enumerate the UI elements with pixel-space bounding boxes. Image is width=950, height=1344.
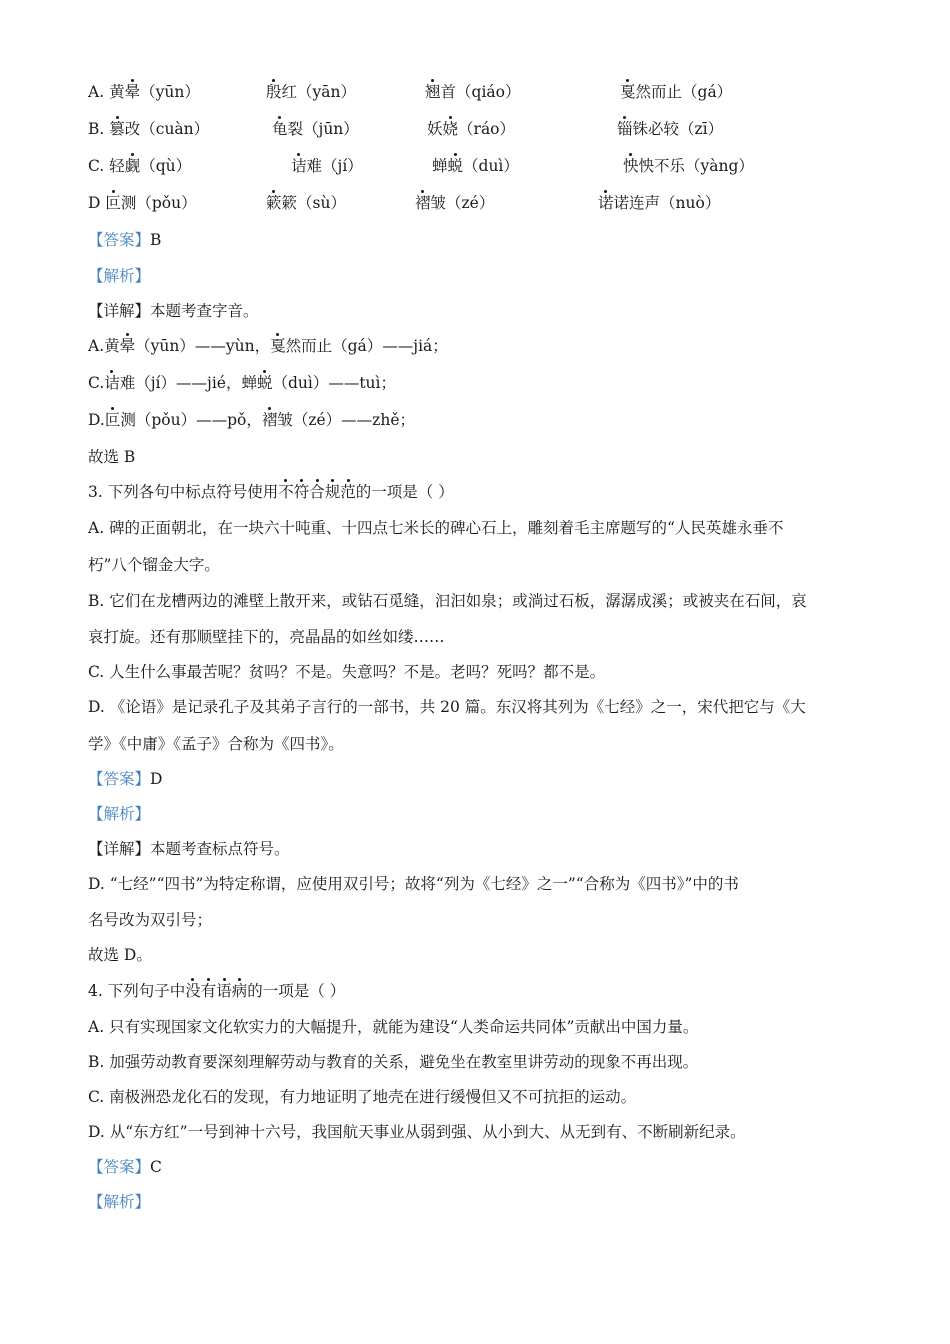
q3-detail: 【详解】本题考查标点符号。 (88, 840, 290, 858)
q2-a-word-1: A. 黄晕（yūn） (88, 83, 200, 101)
q3-option-d-line-1: D. 《论语》是记录孔子及其弟子言行的一部书，共 20 篇。东汉将其列为《七经》之一，宋代把它与《大 (88, 698, 806, 716)
answer-value: B (150, 231, 162, 249)
q3-option-a-line-1: A. 碑的正面朝北，在一块六十吨重、十四点七米长的碑心石上，雕刻着毛主席题写的“人民英雄永垂不 (88, 519, 784, 537)
q4-option-c: C. 南极洲恐龙化石的发现，有力地证明了地壳在进行缓慢但又不可抗拒的运动。 (88, 1088, 637, 1106)
q3-option-b-line-2: 哀打旋。还有那顺壁挂下的，亮晶晶的如丝如缕…… (88, 628, 445, 646)
q3-option-b-line-1: B. 它们在龙槽两边的滩壁上散开来，或钻石觅缝，汩汩如泉；或淌过石板，潺潺成溪；或被夹在石间，哀 (88, 592, 807, 610)
q3-expl-line-1: D. “七经”“四书”为特定称谓，应使用双引号；故将“列为《七经》之一”“合称为《四书》”中的书 (88, 875, 739, 893)
q2-b-word-2: 龟裂（jūn） (272, 120, 359, 138)
q3-option-a-line-2: 朽”八个镏金大字。 (88, 556, 220, 574)
q3-analysis-tag: 【解析】 (88, 805, 151, 823)
q4-option-a: A. 只有实现国家文化软实力的大幅提升，就能为建设“人类命运共同体”贡献出中国力量。 (88, 1018, 699, 1036)
q2-b-word-1: B. 篡改（cuàn） (88, 120, 210, 138)
q2-d-word-1: D 叵测（pǒu） (88, 194, 197, 212)
answer-tag: 【答案】 (88, 1158, 151, 1176)
q3-stem: 3. 下列各句中标点符号使用不符合规范的一项是（ ） (88, 483, 454, 501)
detail-tag: 【详解】 (88, 840, 151, 858)
q2-d-word-3: 褶皱（zé） (415, 194, 495, 212)
q2-c-word-2: 诘难（jí） (291, 157, 363, 175)
q4-stem: 4. 下列句子中没有语病的一项是（ ） (88, 982, 346, 1000)
q4-analysis-tag: 【解析】 (88, 1193, 151, 1211)
q2-expl-d: D.叵测（pǒu）——pǒ，褶皱（zé）——zhě； (88, 411, 416, 429)
q2-a-word-4: 戛然而止（gá） (620, 83, 733, 101)
q3-conclusion: 故选 D。 (88, 946, 152, 964)
q3-option-d-line-2: 学》《中庸》《孟子》合称为《四书》。 (88, 735, 344, 753)
q2-c-word-3: 蝉蜕（duì） (432, 157, 519, 175)
answer-tag: 【答案】 (88, 770, 151, 788)
q4-option-b: B. 加强劳动教育要深刻理解劳动与教育的关系，避免坐在教室里讲劳动的现象不再出现。 (88, 1053, 699, 1071)
q2-analysis-tag: 【解析】 (88, 267, 151, 285)
q2-answer (88, 230, 161, 250)
q2-conclusion: 故选 B (88, 448, 136, 466)
q3-answer (88, 769, 162, 789)
q4-option-d: D. 从“东方红”一号到神十六号，我国航天事业从弱到强、从小到大、从无到有、不断刷新纪录。 (88, 1123, 746, 1141)
answer-value: C (150, 1158, 162, 1176)
q2-c-word-4: 怏怏不乐（yàng） (623, 157, 754, 175)
q2-c-word-1: C. 轻觑（qù） (88, 157, 192, 175)
answer-value: D (150, 770, 163, 788)
q4-answer (88, 1157, 162, 1177)
q3-expl-line-2: 名号改为双引号； (88, 911, 213, 929)
q2-d-word-4: 诺诺连声（nuò） (598, 194, 721, 212)
q2-expl-a: A.黄晕（yūn）——yùn，戛然而止（gá）——jiá； (88, 337, 448, 355)
q2-b-word-4: 锱铢必较（zī） (617, 120, 724, 138)
answer-tag: 【答案】 (88, 231, 151, 249)
q2-detail: 【详解】本题考查字音。 (88, 302, 259, 320)
q2-d-word-2: 簌簌（sù） (266, 194, 346, 212)
detail-tag: 【详解】 (88, 302, 151, 320)
q2-b-word-3: 妖娆（ráo） (427, 120, 516, 138)
q2-a-word-3: 翘首（qiáo） (425, 83, 521, 101)
q3-option-c: C. 人生什么事最苦呢？贫吗？不是。失意吗？不是。老吗？死吗？都不是。 (88, 663, 606, 681)
q2-a-word-2: 殷红（yān） (266, 83, 356, 101)
q2-expl-c: C.诘难（jí）——jié，蝉蜕（duì）——tuì； (88, 374, 396, 392)
